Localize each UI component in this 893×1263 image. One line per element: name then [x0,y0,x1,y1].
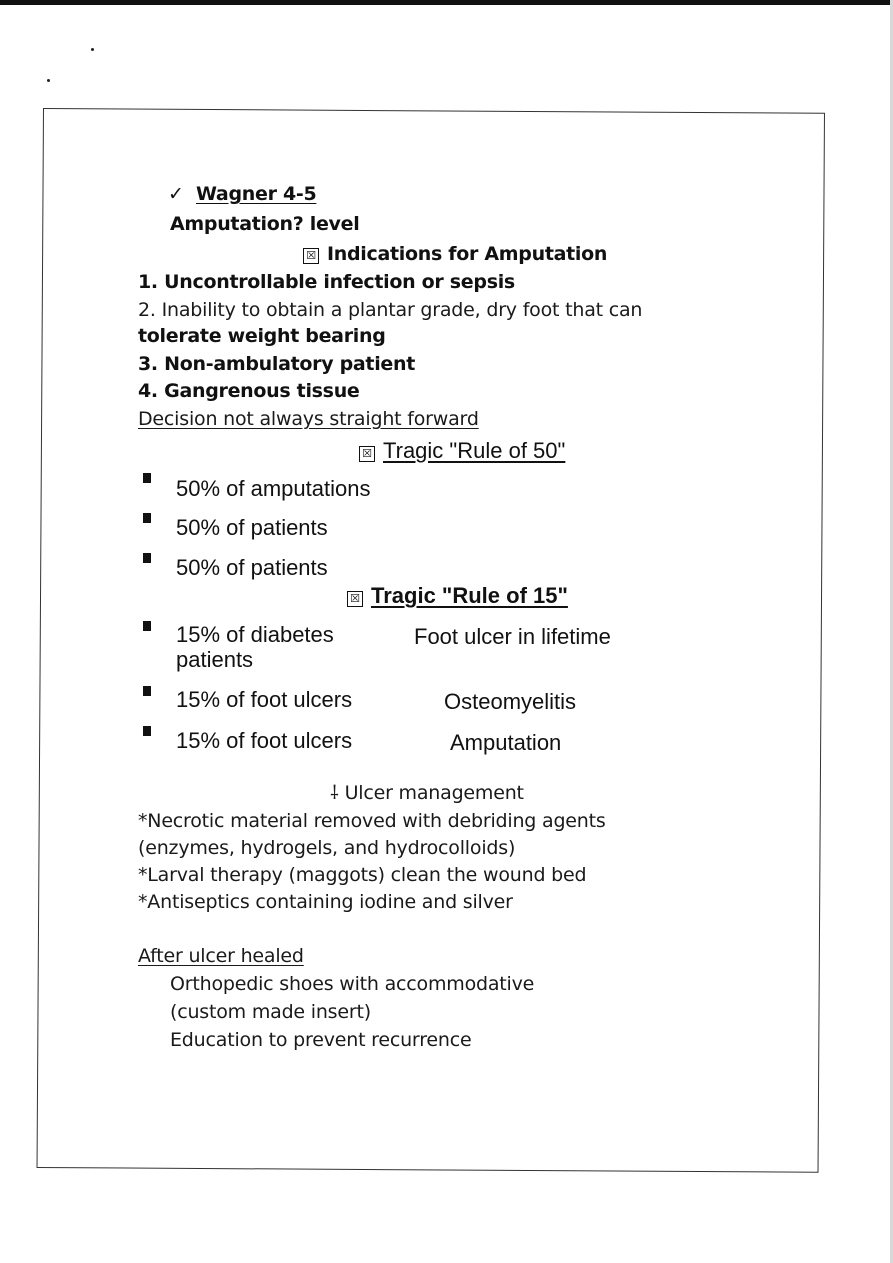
rule50-item: 50% of amputations [176,476,371,501]
bullet-icon [143,553,151,563]
wagner-text: Wagner 4-5 [195,183,317,205]
decision-note: Decision not always straight forward [138,408,479,430]
bullet-icon [143,513,151,523]
wagner-line [168,185,316,204]
list-item: tolerate weight bearing [138,325,386,347]
rule15-left: 15% of foot ulcers [176,687,353,712]
ulcer-heading-text: Ulcer management [344,782,524,804]
rule15-heading-text: Tragic "Rule of 15" [371,583,568,608]
after-line: Education to prevent recurrence [170,1029,472,1051]
rule50-heading-text: Tragic "Rule of 50" [383,438,566,463]
rule15-left-cont: patients [176,647,254,672]
checkbox-x-icon: ☒ [303,248,319,264]
checkbox-x-icon: ☒ [347,591,363,607]
indications-heading-text: Indications for Amputation [327,243,608,265]
bullet-icon [143,686,151,696]
indications-heading [303,245,607,264]
rule50-item: 50% of patients [176,515,328,540]
list-item: 4. Gangrenous tissue [138,380,360,402]
rule15-left: 15% of foot ulcers [176,728,353,753]
ulcer-heading [330,784,524,803]
rule50-heading [359,440,565,462]
scan-speck [47,79,50,82]
rule15-left: 15% of diabetes [176,622,334,647]
bullet-icon [143,726,151,736]
rule50-item: 50% of patients [176,555,328,580]
after-heading: After ulcer healed [138,945,304,967]
scan-top-edge [0,0,893,5]
ulcer-line: *Larval therapy (maggots) clean the wound bed [138,864,587,886]
dagger-icon: ⸸ [330,782,339,804]
amputation-level: Amputation? level [170,213,360,235]
bullet-icon [143,621,151,631]
ulcer-line: *Necrotic material removed with debriding agents [138,810,606,832]
check-icon: ✓ [168,183,184,205]
rule15-right: Amputation [450,730,562,755]
rule15-heading [347,585,568,607]
after-line: (custom made insert) [170,1001,371,1023]
list-item: 1. Uncontrollable infection or sepsis [138,271,515,293]
rule15-right: Osteomyelitis [444,689,577,714]
rule15-right: Foot ulcer in lifetime [414,624,611,649]
ulcer-line: (enzymes, hydrogels, and hydrocolloids) [138,837,516,859]
bullet-icon [143,473,151,483]
scan-speck [91,48,94,51]
ulcer-line: *Antiseptics containing iodine and silver [138,891,513,913]
list-item: 2. Inability to obtain a plantar grade, dry foot that can [138,299,643,321]
after-line: Orthopedic shoes with accommodative [170,973,535,995]
checkbox-x-icon: ☒ [359,446,375,462]
list-item: 3. Non-ambulatory patient [138,353,416,375]
